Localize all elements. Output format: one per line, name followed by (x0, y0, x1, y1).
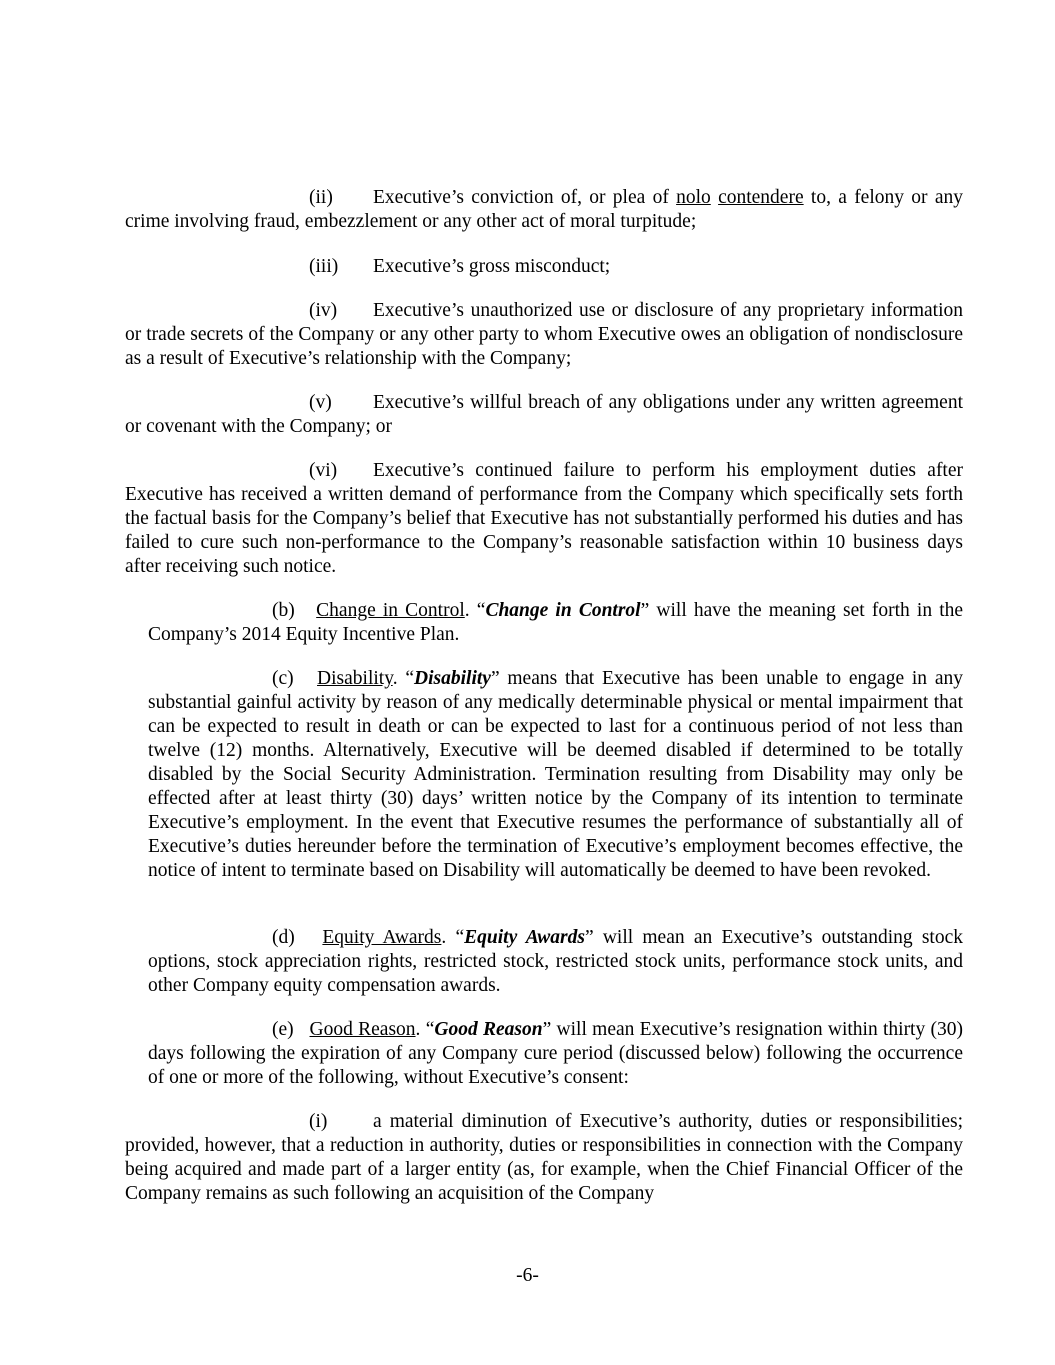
clause-text: Executive’s willful breach of any obligations under any written agreement or covenant with the Company; or (125, 392, 963, 437)
definition-number: (e) (272, 1019, 294, 1040)
clause-v (125, 391, 963, 439)
definition-text: ” means that Executive has been unable to engage in any substantial gainful activity by reason of any medically determinable physical or mental impairment that can be expected to result in death or can be expected to last for a continuous period of not less than twelve (12) months. Alternatively, Executive will be deemed disabled if determined to be totally disabled by the Social Security Administration. Termination resulting from Disability may only be effected after at least thirty (30) days’ written notice by the Company of its intention to terminate Executive’s employment. In the event that Executive resumes the performance of substantially all of Executive’s duties hereunder before the termination of Executive’s employment becomes effective, the notice of intent to terminate based on Disability will automatically be deemed to have been revoked. (148, 668, 964, 881)
definition-good-reason (148, 1018, 963, 1090)
clause-text: Executive’s continued failure to perform his employment duties after Executive has received a written demand of performance from the Company which specifically sets forth the factual basis for the Company’s belief that Executive has not substantially performed his duties and has failed to cure such non-performance to the Company’s reasonable satisfaction within 10 business days after receiving such notice. (125, 460, 963, 577)
clause-number: (vi) (309, 460, 338, 481)
punctuation: . “ (415, 1019, 435, 1040)
underlined-term: nolo (676, 187, 711, 208)
defined-term: Disability (414, 668, 491, 689)
clause-iii (125, 255, 963, 279)
clause-number: (iii) (309, 256, 339, 277)
spacer (711, 187, 718, 208)
clause-iv (125, 299, 963, 371)
clause-i (125, 1110, 963, 1206)
underlined-term: contendere (718, 187, 804, 208)
definition-disability (148, 667, 963, 883)
definition-number: (c) (272, 668, 294, 689)
definition-heading: Disability (317, 668, 393, 689)
definition-number: (d) (272, 927, 295, 948)
clause-text: Executive’s gross misconduct; (373, 256, 611, 277)
clause-number: (ii) (309, 187, 333, 208)
definition-change-in-control (148, 599, 963, 647)
clause-text: Executive’s unauthorized use or disclosure of any proprietary information or trade secrets of the Company or any other party to whom Executive owes an obligation of nondisclosure as a result of Executive’s relationship with the Company; (125, 300, 963, 369)
punctuation: . “ (392, 668, 415, 689)
clause-vi (125, 459, 963, 579)
clause-text: a material diminution of Executive’s authority, duties or responsibilities; provided, however, that a reduction in authority, duties or responsibilities in connection with the Company being acquired and made part of a larger entity (as, for example, when the Chief Financial Officer of the Company remains as such following an acquisition of the Company (125, 1111, 963, 1204)
defined-term: Equity Awards (464, 927, 585, 948)
punctuation: . “ (464, 600, 486, 621)
page-number: -6- (516, 1265, 539, 1286)
definition-text: ” will mean Executive’s resignation within thirty (30) days following the expiration of any Company cure period (discussed below) following the occurrence of one or more of the following, without Executive’s consent: (148, 1019, 963, 1088)
clause-text: to, a felony or any crime involving fraud, embezzlement or any other act of moral turpitude; (125, 187, 963, 232)
punctuation: . “ (441, 927, 465, 948)
clause-number: (v) (309, 392, 332, 413)
definition-equity-awards (148, 926, 963, 998)
defined-term: Good Reason (434, 1019, 543, 1040)
defined-term: Change in Control (485, 600, 641, 621)
definition-number: (b) (272, 600, 295, 621)
clause-number: (i) (309, 1111, 328, 1132)
definition-heading: Equity Awards (322, 927, 442, 948)
definition-text: ” will mean an Executive’s outstanding stock options, stock appreciation rights, restricted stock, restricted stock units, performance stock units, and other Company equity compensation awards. (148, 927, 963, 996)
definition-text: ” will have the meaning set forth in the Company’s 2014 Equity Incentive Plan. (148, 600, 964, 645)
clause-text: Executive’s conviction of, or plea of (373, 187, 677, 208)
definition-heading: Change in Control (316, 600, 465, 621)
clause-ii (125, 186, 963, 234)
clause-number: (iv) (309, 300, 338, 321)
definition-heading: Good Reason (309, 1019, 416, 1040)
